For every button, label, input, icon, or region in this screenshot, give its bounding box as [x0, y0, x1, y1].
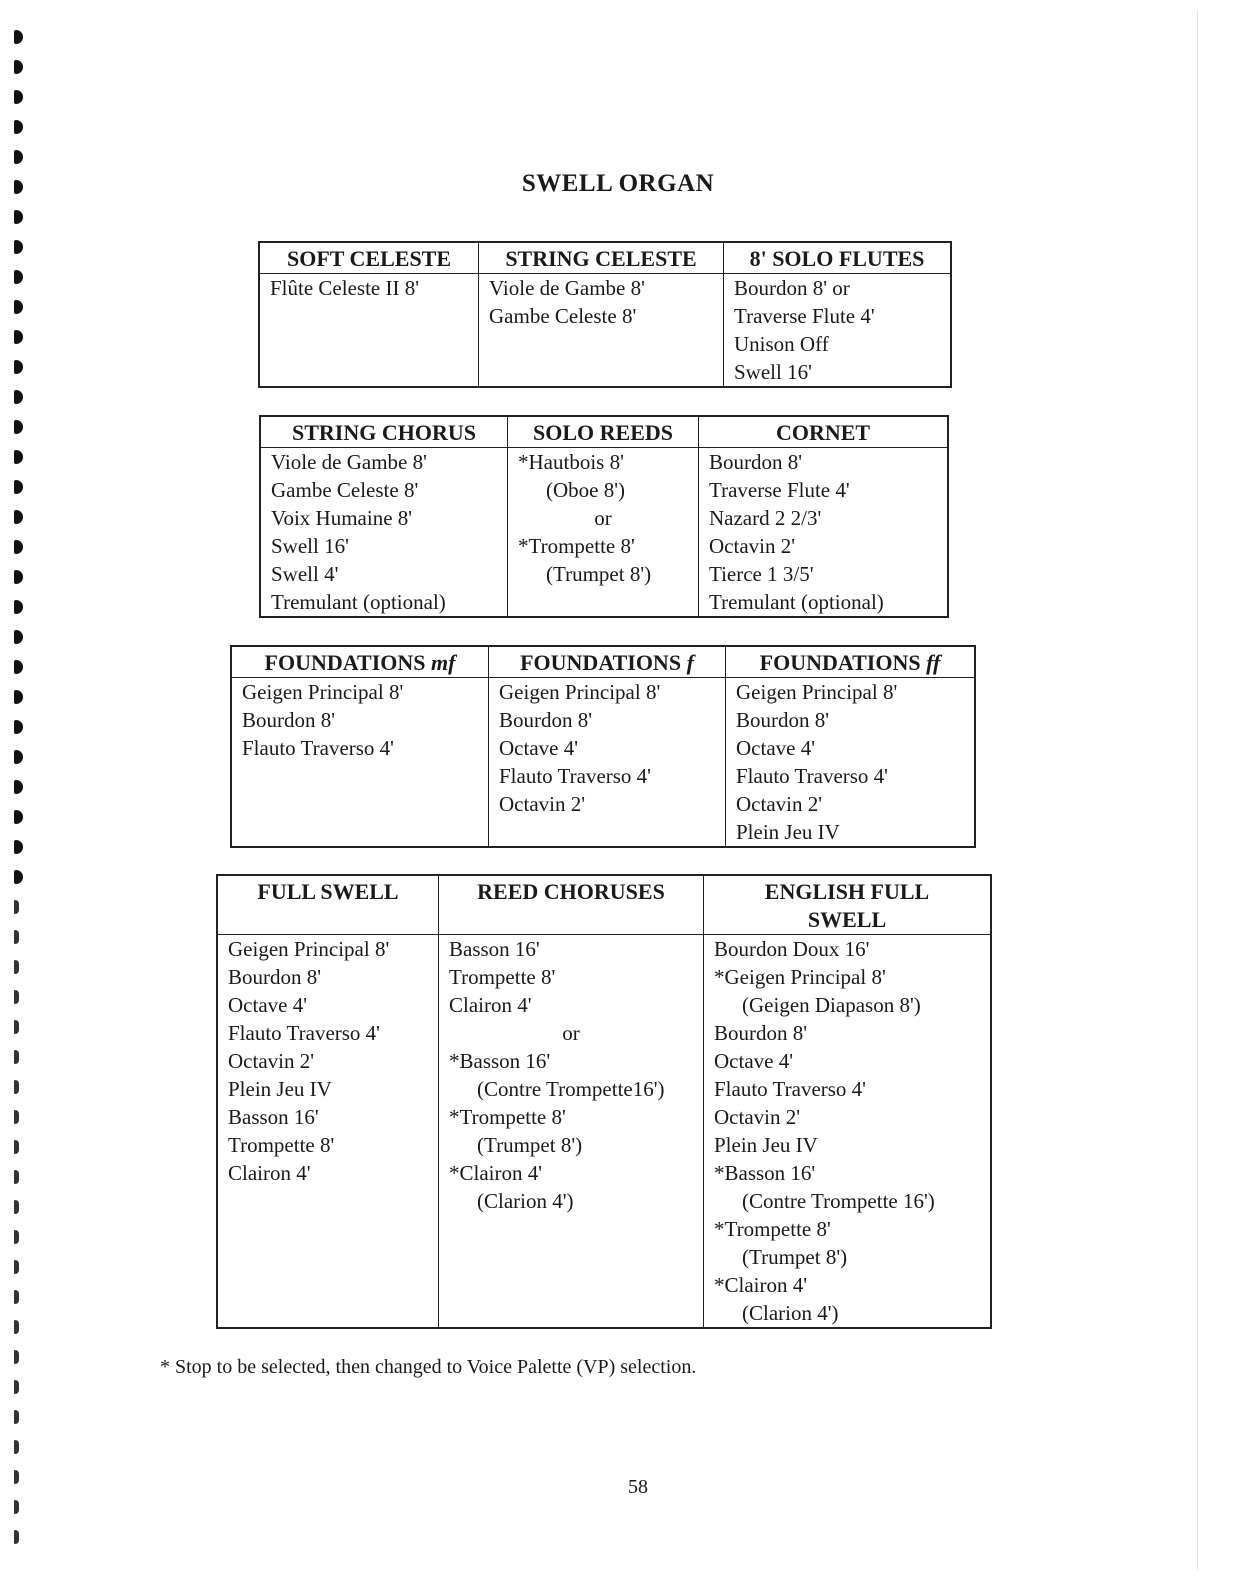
header-label: FOUNDATIONS — [264, 650, 426, 675]
stop-item: Tremulant (optional) — [271, 590, 446, 614]
stop-item: Flauto Traverso 4' — [499, 764, 651, 788]
binding-hole — [14, 360, 23, 374]
stop-item: (Oboe 8') — [546, 478, 626, 502]
stop-item: (Clarion 4') — [742, 1301, 839, 1325]
header-string-chorus: STRING CHORUS — [260, 416, 508, 448]
binding-hole — [14, 1140, 19, 1154]
stop-item: or — [594, 506, 612, 530]
stop-item: (Contre Trompette 16') — [742, 1189, 935, 1213]
stop-item: Clairon 4' — [228, 1161, 311, 1185]
stop-item: Octave 4' — [714, 1049, 793, 1073]
stop-item: (Clarion 4') — [477, 1189, 574, 1213]
stop-list-solo-flutes — [724, 274, 952, 388]
binding-hole — [14, 1230, 19, 1244]
stop-item: Gambe Celeste 8' — [271, 478, 419, 502]
binding-hole — [14, 60, 23, 74]
stop-item: Octavin 2' — [736, 792, 823, 816]
stop-item: (Trumpet 8') — [477, 1133, 583, 1157]
stop-item: Swell 16' — [271, 534, 349, 558]
spiral-binding — [14, 30, 28, 1570]
stop-list-soft-celeste — [259, 274, 479, 388]
binding-hole — [14, 1530, 19, 1544]
registration-table-2 — [259, 415, 949, 618]
page-fold-line — [1197, 10, 1198, 1570]
stop-item: Tierce 1 3/5' — [709, 562, 814, 586]
binding-hole — [14, 1350, 19, 1364]
header-foundations-f — [489, 646, 726, 678]
binding-hole — [14, 1260, 19, 1274]
binding-hole — [14, 1380, 19, 1394]
registration-table-4 — [216, 874, 992, 1329]
stop-item: Viole de Gambe 8' — [271, 450, 427, 474]
binding-hole — [14, 420, 23, 434]
binding-hole — [14, 960, 19, 974]
stop-item: Octave 4' — [499, 736, 578, 760]
page-title: SWELL ORGAN — [521, 170, 715, 197]
header-solo-flutes: 8' SOLO FLUTES — [724, 242, 952, 274]
stop-item: Flauto Traverso 4' — [242, 736, 394, 760]
header-foundations-mf — [231, 646, 489, 678]
stop-list-solo-reeds — [508, 448, 699, 618]
footnote: * Stop to be selected, then changed to Voice Palette (VP) selection. — [160, 1356, 697, 1378]
binding-hole — [14, 30, 23, 44]
stop-item: Flauto Traverso 4' — [736, 764, 888, 788]
stop-item: Swell 16' — [734, 360, 812, 384]
header-soft-celeste: SOFT CELESTE — [259, 242, 479, 274]
stop-item: Basson 16' — [449, 937, 540, 961]
stop-item: Bourdon 8' — [736, 708, 830, 732]
binding-hole — [14, 150, 23, 164]
stop-list-foundations-f — [489, 678, 726, 848]
stop-item: Bourdon 8' — [714, 1021, 808, 1045]
stop-item: Flûte Celeste II 8' — [270, 276, 419, 300]
stop-item: Swell 4' — [271, 562, 339, 586]
stop-item: Octavin 2' — [709, 534, 796, 558]
stop-item: Flauto Traverso 4' — [714, 1077, 866, 1101]
stop-item: Trompette 8' — [449, 965, 556, 989]
binding-hole — [14, 1080, 19, 1094]
stop-item: Bourdon Doux 16' — [714, 937, 870, 961]
stop-item: *Geigen Principal 8' — [714, 965, 886, 989]
stop-item: *Trompette 8' — [714, 1217, 831, 1241]
binding-hole — [14, 240, 23, 254]
binding-hole — [14, 210, 23, 224]
stop-item: Voix Humaine 8' — [271, 506, 413, 530]
binding-hole — [14, 480, 23, 494]
binding-hole — [14, 600, 23, 614]
stop-item: Tremulant (optional) — [709, 590, 884, 614]
binding-hole — [14, 840, 23, 854]
binding-hole — [14, 120, 23, 134]
stop-item: Plein Jeu IV — [228, 1077, 332, 1101]
stop-item: Bourdon 8' or — [734, 276, 850, 300]
stop-item: Viole de Gambe 8' — [489, 276, 645, 300]
stop-item: Basson 16' — [228, 1105, 319, 1129]
stop-item: Geigen Principal 8' — [736, 680, 898, 704]
stop-item: Bourdon 8' — [499, 708, 593, 732]
stop-item: Traverse Flute 4' — [734, 304, 875, 328]
stop-item: Bourdon 8' — [242, 708, 336, 732]
binding-hole — [14, 450, 23, 464]
stop-item: Unison Off — [734, 332, 829, 356]
stop-list-foundations-ff — [726, 678, 976, 848]
stop-list-foundations-mf — [231, 678, 489, 848]
binding-hole — [14, 1200, 19, 1214]
stop-list-reed-choruses — [439, 935, 704, 1329]
binding-hole — [14, 870, 23, 884]
stop-list-cornet — [699, 448, 949, 618]
stop-list-string-celeste — [479, 274, 724, 388]
binding-hole — [14, 1170, 19, 1184]
binding-hole — [14, 540, 23, 554]
stop-item: Gambe Celeste 8' — [489, 304, 637, 328]
binding-hole — [14, 930, 19, 944]
binding-hole — [14, 1020, 19, 1034]
header-label: FOUNDATIONS — [759, 650, 921, 675]
binding-hole — [14, 300, 23, 314]
stop-item: or — [562, 1021, 580, 1045]
stop-item: Octavin 2' — [499, 792, 586, 816]
header-reed-choruses: REED CHORUSES — [439, 875, 704, 935]
binding-hole — [14, 1320, 19, 1334]
binding-hole — [14, 1440, 19, 1454]
binding-hole — [14, 330, 23, 344]
stop-item: Octavin 2' — [714, 1105, 801, 1129]
registration-table-3 — [230, 645, 976, 848]
stop-item: *Trompette 8' — [449, 1105, 566, 1129]
stop-item: (Trumpet 8') — [742, 1245, 848, 1269]
stop-item: (Geigen Diapason 8') — [742, 993, 921, 1017]
registration-table-1 — [258, 241, 952, 388]
dynamic-marking: mf — [431, 650, 456, 675]
header-solo-reeds: SOLO REEDS — [508, 416, 699, 448]
stop-list-full-swell — [217, 935, 439, 1329]
stop-item: *Clairon 4' — [714, 1273, 808, 1297]
stop-item: Geigen Principal 8' — [242, 680, 404, 704]
stop-item: Octavin 2' — [228, 1049, 315, 1073]
stop-item: Nazard 2 2/3' — [709, 506, 822, 530]
header-string-celeste: STRING CELESTE — [479, 242, 724, 274]
binding-hole — [14, 1050, 19, 1064]
stop-item: *Basson 16' — [714, 1161, 816, 1185]
stop-item: Octave 4' — [228, 993, 307, 1017]
header-cornet: CORNET — [699, 416, 949, 448]
stop-item: Bourdon 8' — [228, 965, 322, 989]
stop-item: *Trompette 8' — [518, 534, 635, 558]
dynamic-marking: ff — [926, 650, 941, 675]
binding-hole — [14, 750, 23, 764]
stop-item: *Basson 16' — [449, 1049, 551, 1073]
stop-list-string-chorus — [260, 448, 508, 618]
binding-hole — [14, 570, 23, 584]
stop-item: Clairon 4' — [449, 993, 532, 1017]
binding-hole — [14, 1500, 19, 1514]
binding-hole — [14, 900, 19, 914]
stop-item: *Clairon 4' — [449, 1161, 543, 1185]
stop-item: (Contre Trompette16') — [477, 1077, 665, 1101]
binding-hole — [14, 990, 19, 1004]
stop-item: Geigen Principal 8' — [499, 680, 661, 704]
stop-list-english-full-swell — [704, 935, 992, 1329]
binding-hole — [14, 810, 23, 824]
stop-item: Traverse Flute 4' — [709, 478, 850, 502]
binding-hole — [14, 630, 23, 644]
binding-hole — [14, 390, 23, 404]
header-full-swell: FULL SWELL — [217, 875, 439, 935]
binding-hole — [14, 690, 23, 704]
stop-item: *Hautbois 8' — [518, 450, 624, 474]
binding-hole — [14, 1110, 19, 1124]
stop-item: Geigen Principal 8' — [228, 937, 390, 961]
stop-item: Flauto Traverso 4' — [228, 1021, 380, 1045]
binding-hole — [14, 780, 23, 794]
stop-item: Bourdon 8' — [709, 450, 803, 474]
header-english-full-swell: ENGLISH FULL SWELL — [704, 875, 992, 935]
stop-item: (Trumpet 8') — [546, 562, 652, 586]
stop-item: Trompette 8' — [228, 1133, 335, 1157]
binding-hole — [14, 660, 23, 674]
header-label: FOUNDATIONS — [520, 650, 682, 675]
stop-item: Plein Jeu IV — [736, 820, 840, 844]
stop-item: Octave 4' — [736, 736, 815, 760]
dynamic-marking: f — [686, 650, 694, 675]
binding-hole — [14, 270, 23, 284]
binding-hole — [14, 1290, 19, 1304]
binding-hole — [14, 90, 23, 104]
binding-hole — [14, 1410, 19, 1424]
binding-hole — [14, 720, 23, 734]
page-number: 58 — [628, 1476, 648, 1498]
binding-hole — [14, 510, 23, 524]
header-foundations-ff — [726, 646, 976, 678]
stop-item: Plein Jeu IV — [714, 1133, 818, 1157]
